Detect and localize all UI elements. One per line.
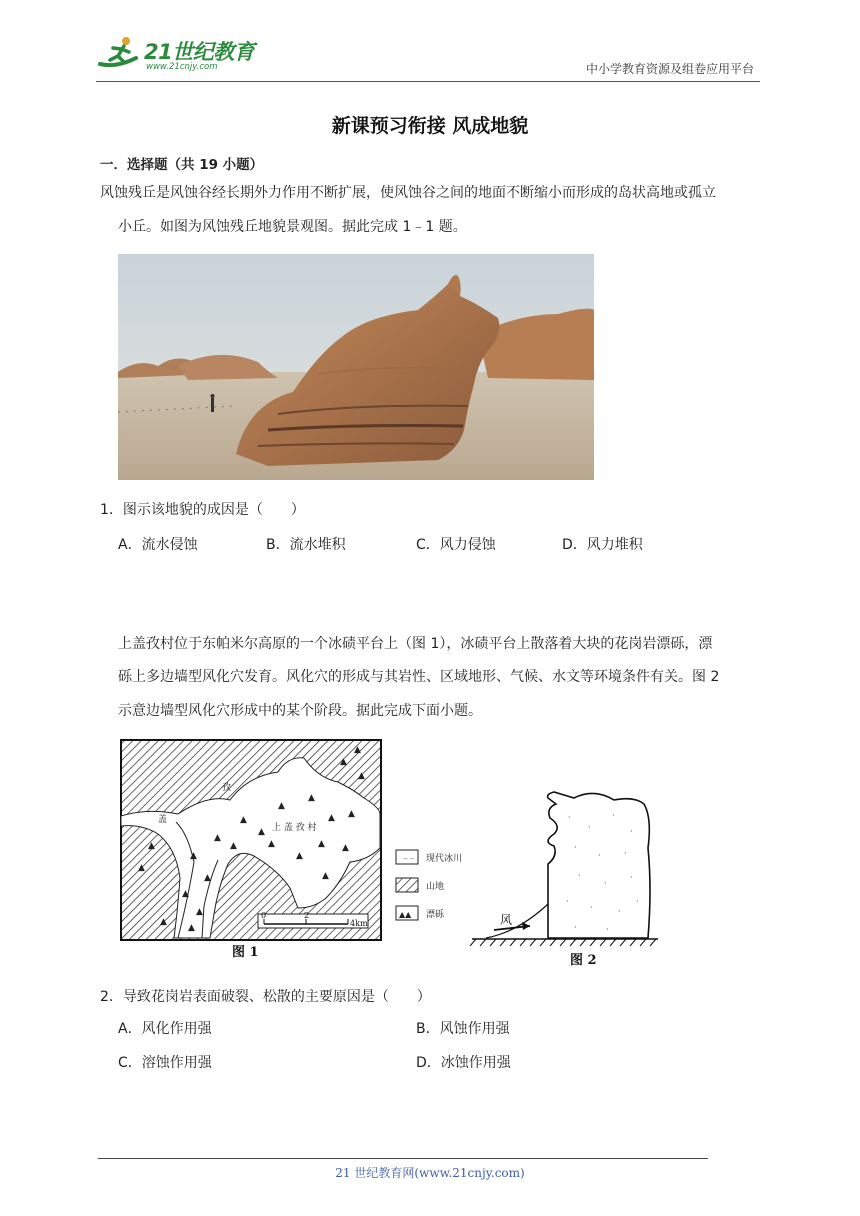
svg-text:▲: ▲ bbox=[296, 851, 303, 861]
svg-text:·: · bbox=[588, 823, 591, 832]
header-platform-text: 中小学教育资源及组卷应用平台 bbox=[585, 62, 754, 76]
svg-text:▲: ▲ bbox=[278, 801, 285, 811]
svg-text:▲: ▲ bbox=[160, 917, 167, 927]
figure-2-caption: 图 2 bbox=[570, 953, 597, 968]
logo bbox=[96, 34, 266, 76]
logo-text: 21世纪教育 bbox=[144, 40, 255, 64]
map-label-zi: 孜 bbox=[222, 783, 232, 793]
svg-text:·: · bbox=[618, 907, 621, 916]
svg-text:▲: ▲ bbox=[196, 907, 203, 917]
svg-text:▲: ▲ bbox=[214, 833, 221, 843]
svg-text:▲: ▲ bbox=[190, 851, 197, 861]
passage1-line1: 风蚀残丘是风蚀谷经长期外力作用不断扩展，使风蚀谷之间的地面不断缩小而形成的岛状高地或孤立 bbox=[100, 185, 716, 201]
q2-option-b[interactable]: B．风蚀作用强 bbox=[416, 1021, 510, 1037]
svg-text:·: · bbox=[630, 873, 633, 882]
q1-option-a[interactable]: A．流水侵蚀 bbox=[118, 537, 198, 553]
svg-text:·: · bbox=[590, 903, 593, 912]
svg-text:·: · bbox=[604, 879, 607, 888]
footer-divider bbox=[98, 1158, 708, 1159]
question-2-stem: 2．导致花岗岩表面破裂、松散的主要原因是（ ） bbox=[100, 989, 431, 1005]
scale-4km: 4km bbox=[350, 919, 368, 928]
runner-logo-icon bbox=[96, 34, 146, 74]
svg-text:▲: ▲ bbox=[138, 863, 145, 873]
figure-map-and-diagram bbox=[118, 738, 658, 970]
svg-text:▲: ▲ bbox=[204, 873, 211, 883]
svg-text:·: · bbox=[612, 811, 615, 820]
svg-text:▲: ▲ bbox=[308, 793, 315, 803]
svg-text:▲▲: ▲▲ bbox=[399, 910, 412, 919]
page-title: 新课预习衔接 风成地貌 bbox=[331, 115, 529, 137]
svg-text:▲: ▲ bbox=[342, 843, 349, 853]
logo-url: www.21cnjy.com bbox=[146, 62, 218, 72]
svg-text:·: · bbox=[578, 871, 581, 880]
svg-text:▲: ▲ bbox=[230, 841, 237, 851]
map-legend bbox=[396, 850, 462, 920]
svg-text:·: · bbox=[598, 851, 601, 860]
passage1-line2: 小丘。如图为风蚀残丘地貌景观图。据此完成 1﹣1 题。 bbox=[118, 219, 467, 235]
yardang-landform-photo bbox=[118, 254, 594, 480]
boulder-diagram-figure-2 bbox=[470, 792, 658, 968]
q2-option-c[interactable]: C．溶蚀作用强 bbox=[118, 1055, 212, 1071]
map-figure-1 bbox=[121, 740, 381, 960]
wind-label: 风 bbox=[500, 913, 513, 927]
svg-text:·: · bbox=[624, 849, 627, 858]
svg-text:·: · bbox=[630, 827, 633, 836]
q1-option-b[interactable]: B．流水堆积 bbox=[266, 537, 346, 553]
svg-text:▲: ▲ bbox=[354, 745, 361, 755]
scale-2: 2 bbox=[304, 911, 310, 920]
svg-text:▲: ▲ bbox=[188, 923, 195, 933]
svg-text:▲: ▲ bbox=[258, 827, 265, 837]
legend-mountain: 山地 bbox=[426, 882, 445, 892]
svg-text:·: · bbox=[636, 897, 639, 906]
svg-text:·: · bbox=[574, 843, 577, 852]
svg-text:▲: ▲ bbox=[268, 839, 275, 849]
q1-option-d[interactable]: D．风力堆积 bbox=[562, 537, 643, 553]
q2-option-a[interactable]: A．风化作用强 bbox=[118, 1021, 212, 1037]
svg-text:▲: ▲ bbox=[182, 889, 189, 899]
svg-text:·: · bbox=[566, 897, 569, 906]
passage2-line1: 上盖孜村位于东帕米尔高原的一个冰碛平台上（图 1），冰碛平台上散落着大块的花岗岩漂砾，漂 bbox=[118, 636, 713, 652]
svg-text:▲: ▲ bbox=[348, 809, 355, 819]
svg-text:▲: ▲ bbox=[328, 813, 335, 823]
svg-text:▲: ▲ bbox=[240, 815, 247, 825]
svg-text:·: · bbox=[606, 925, 609, 934]
map-label-village: 上 盖 孜 村 bbox=[272, 823, 317, 833]
passage2-line3: 示意边墙型风化穴形成中的某个阶段。据此完成下面小题。 bbox=[118, 703, 482, 719]
svg-text:▲: ▲ bbox=[148, 841, 155, 851]
figure-1-caption: 图 1 bbox=[232, 945, 259, 960]
q2-option-d[interactable]: D．冰蚀作用强 bbox=[416, 1055, 511, 1071]
svg-text:▲: ▲ bbox=[318, 839, 325, 849]
svg-text:▲: ▲ bbox=[358, 771, 365, 781]
svg-text:·: · bbox=[568, 813, 571, 822]
svg-text:~~: ~~ bbox=[402, 854, 416, 863]
legend-boulder: 漂砾 bbox=[426, 910, 445, 920]
scale-0: 0 bbox=[261, 911, 267, 920]
svg-text:▲: ▲ bbox=[340, 757, 347, 767]
legend-glacier: 现代冰川 bbox=[426, 854, 463, 864]
map-label-gai: 盖 bbox=[158, 815, 168, 825]
q1-option-c[interactable]: C．风力侵蚀 bbox=[416, 537, 496, 553]
footer-link[interactable]: 21 世纪教育网(www.21cnjy.com) bbox=[335, 1166, 525, 1180]
passage2-line2: 砾上多边墙型风化穴发育。风化穴的形成与其岩性、区域地形、气候、水文等环境条件有关。图 2 bbox=[118, 669, 720, 685]
section-heading: 一．选择题（共 19 小题） bbox=[100, 157, 264, 173]
question-1-stem: 1．图示该地貌的成因是（ ） bbox=[100, 502, 305, 518]
svg-text:▲: ▲ bbox=[322, 871, 329, 881]
svg-text:·: · bbox=[574, 923, 577, 932]
page-header bbox=[96, 30, 760, 82]
